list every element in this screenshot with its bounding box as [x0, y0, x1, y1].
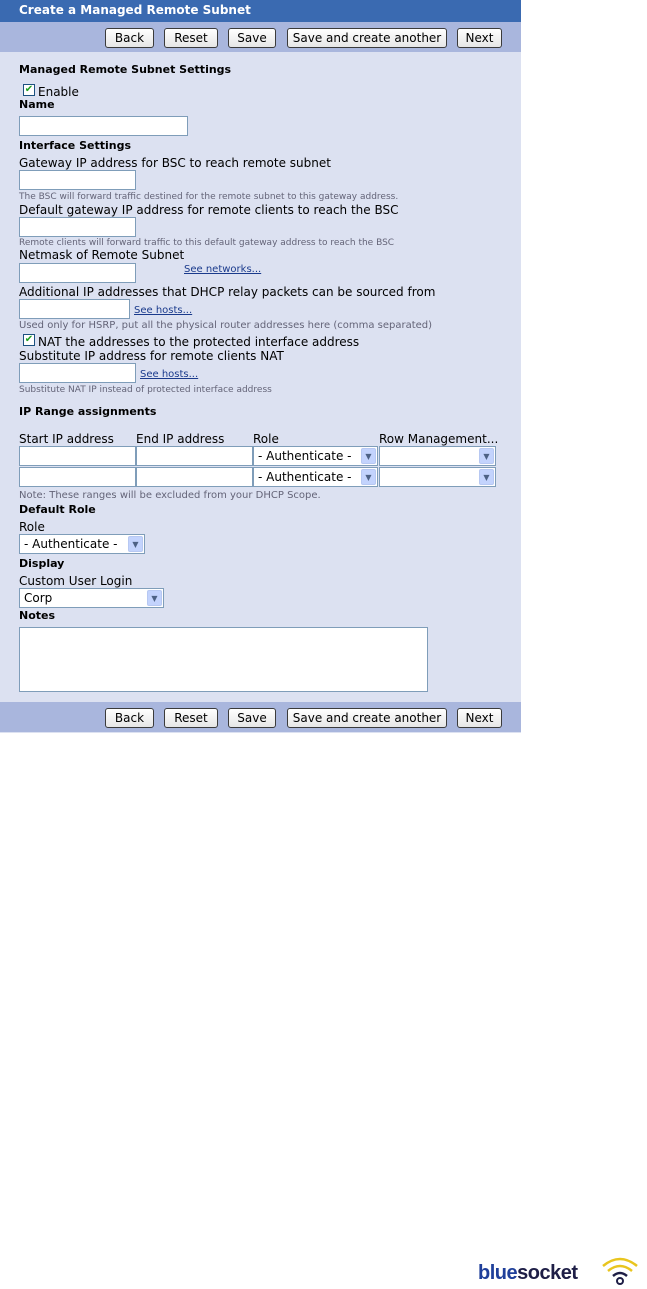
role-select-value: - Authenticate -	[258, 470, 352, 484]
settings-heading: Managed Remote Subnet Settings	[19, 63, 232, 76]
save-button[interactable]: Save	[228, 708, 276, 728]
nat-checkbox[interactable]	[23, 334, 35, 346]
column-header-start-ip: Start IP address	[19, 432, 114, 446]
display-heading: Display	[19, 557, 65, 570]
notes-textarea[interactable]	[19, 627, 428, 692]
default-gateway-hint: Remote clients will forward traffic to this default gateway address to reach the BSC	[19, 238, 395, 248]
default-role-label: Role	[19, 520, 45, 534]
end-ip-input[interactable]	[136, 446, 253, 466]
additional-ip-hint: Used only for HSRP, put all the physical router addresses here (comma separated)	[19, 320, 433, 331]
back-button[interactable]: Back	[105, 708, 154, 728]
substitute-ip-label: Substitute IP address for remote clients NAT	[19, 349, 284, 363]
substitute-ip-hint: Substitute NAT IP instead of protected interface address	[19, 385, 272, 395]
checkmark-icon: ✔	[24, 84, 34, 95]
custom-user-login-select[interactable]	[19, 588, 164, 608]
additional-ip-input[interactable]	[19, 299, 130, 319]
interface-settings-heading: Interface Settings	[19, 139, 132, 152]
ip-range-note: Note: These ranges will be excluded from your DHCP Scope.	[19, 490, 321, 501]
column-header-end-ip: End IP address	[136, 432, 225, 446]
role-select[interactable]	[253, 446, 378, 466]
gateway-ip-label: Gateway IP address for BSC to reach remote subnet	[19, 156, 331, 170]
next-button[interactable]: Next	[457, 28, 502, 48]
logo-text-blue: blue	[478, 1262, 518, 1284]
page-title: Create a Managed Remote Subnet	[0, 0, 521, 22]
role-select-value: - Authenticate -	[258, 449, 352, 463]
name-input[interactable]	[19, 116, 188, 136]
next-button[interactable]: Next	[457, 708, 502, 728]
back-button[interactable]: Back	[105, 28, 154, 48]
name-label: Name	[19, 98, 55, 111]
save-and-create-another-button[interactable]: Save and create another	[287, 708, 447, 728]
save-and-create-another-button[interactable]: Save and create another	[287, 28, 447, 48]
row-management-select[interactable]	[379, 446, 496, 466]
ip-range-heading: IP Range assignments	[19, 405, 157, 418]
checkmark-icon: ✔	[24, 334, 34, 345]
custom-user-login-label: Custom User Login	[19, 574, 133, 588]
default-role-heading: Default Role	[19, 503, 96, 516]
chevron-down-icon: ▼	[479, 469, 494, 485]
end-ip-input[interactable]	[136, 467, 253, 487]
chevron-down-icon: ▼	[147, 590, 162, 606]
default-gateway-input[interactable]	[19, 217, 136, 237]
substitute-ip-input[interactable]	[19, 363, 136, 383]
start-ip-input[interactable]	[19, 467, 136, 487]
logo-text-socket: socket	[517, 1262, 578, 1284]
reset-button[interactable]: Reset	[164, 28, 218, 48]
chevron-down-icon: ▼	[361, 448, 376, 464]
top-button-bar	[0, 22, 521, 52]
chevron-down-icon: ▼	[479, 448, 494, 464]
column-header-row-management: Row Management...	[379, 432, 499, 446]
role-select[interactable]	[253, 467, 378, 487]
save-button[interactable]: Save	[228, 28, 276, 48]
enable-label: Enable	[38, 85, 79, 99]
row-management-select[interactable]	[379, 467, 496, 487]
default-gateway-label: Default gateway IP address for remote clients to reach the BSC	[19, 203, 399, 217]
bluesocket-logo	[478, 1262, 578, 1285]
additional-ip-label: Additional IP addresses that DHCP relay packets can be sourced from	[19, 285, 436, 299]
wifi-signal-icon	[600, 1254, 640, 1288]
reset-button[interactable]: Reset	[164, 708, 218, 728]
default-role-value: - Authenticate -	[24, 537, 118, 551]
see-hosts-link-substitute[interactable]: See hosts...	[140, 369, 199, 380]
netmask-input[interactable]	[19, 263, 136, 283]
netmask-label: Netmask of Remote Subnet	[19, 248, 185, 262]
see-networks-link[interactable]: See networks...	[184, 264, 262, 275]
column-header-role: Role	[253, 432, 279, 446]
nat-label: NAT the addresses to the protected interface address	[38, 335, 360, 349]
gateway-ip-hint: The BSC will forward traffic destined for the remote subnet to this gateway address.	[19, 192, 399, 202]
default-role-select[interactable]	[19, 534, 145, 554]
chevron-down-icon: ▼	[361, 469, 376, 485]
start-ip-input[interactable]	[19, 446, 136, 466]
form-panel	[0, 0, 521, 733]
notes-heading: Notes	[19, 609, 56, 622]
custom-user-login-value: Corp	[24, 591, 53, 605]
enable-checkbox[interactable]	[23, 84, 35, 96]
gateway-ip-input[interactable]	[19, 170, 136, 190]
see-hosts-link-additional[interactable]: See hosts...	[134, 305, 193, 316]
bottom-button-bar	[0, 702, 521, 732]
chevron-down-icon: ▼	[128, 536, 143, 552]
